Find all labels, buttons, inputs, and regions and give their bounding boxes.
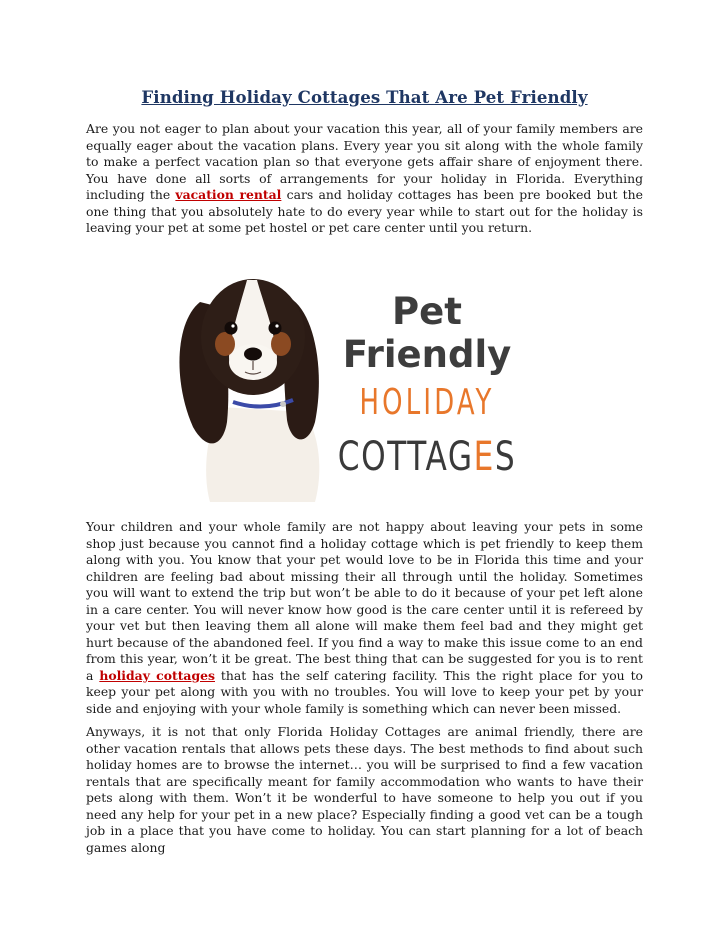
holiday-cottages-link[interactable]: holiday cottages bbox=[99, 667, 215, 683]
paragraph-family bbox=[86, 519, 643, 718]
logo-line-pet: Pet bbox=[392, 290, 462, 333]
paragraph-intro bbox=[86, 121, 643, 237]
logo-text bbox=[338, 290, 516, 480]
dog-illustration bbox=[179, 279, 319, 502]
logo-line-cottages: COTTAGES bbox=[337, 434, 517, 481]
logo-line-friendly: Friendly bbox=[342, 333, 512, 376]
paragraph-intro-text-before: Are you not eager to plan about your vacation this year, all of your family members are equally eager about the vacation plans. Every year you sit along with the whole family to make a perfect vacation plan so that everyone gets affair share of enjoyment there. You have done all sorts of arrangements for your holiday in Florida. Everything including the bbox=[86, 121, 643, 203]
paragraph-vacation-rentals: Anyways, it is not that only Florida Holiday Cottages are animal friendly, there are other vacation rentals that allows pets these days. The best methods to find about such holiday homes are to browse the internet… you will be surprised to find a few vacation rentals that are specifically meant for family accommodation who wants to have their pets along with them. Won’t it be wonderful to have someone to help you out if you need any help for your pet in a new place? Especially finding a good vet can be a tough job in a place that you have come to holiday. You can start planning for a lot of beach games along bbox=[86, 724, 643, 855]
pet-friendly-cottages-image bbox=[165, 262, 575, 502]
paragraph-family-text-after: that has the self catering facility. This the right place for you to keep your pet along with you with no troubles. You will love to keep your pet by your side and enjoying with your whole family is something which can never been missed. bbox=[86, 667, 644, 717]
paragraph-family-text-before: Your children and your whole family are not happy about leaving your pets in some shop just because you cannot find a holiday cottage which is pet friendly to keep them along with you. You know that your pet would love to be in Florida this time and your children are feeling bad about missing their all through until the holiday. Sometimes you will want to extend the trip but won’t be able to do it because of your pet left alone in a care center. You will never know how good is the care center until it is refereed by your vet but then leaving them all alone will make them feel bad and they might get hurt because of the abandoned feel. If you find a way to make this issue come to an end from this year, won’t it be great. The best thing that can be suggested for you is to rent a bbox=[86, 519, 643, 683]
vacation-rental-link[interactable]: vacation rental bbox=[175, 187, 282, 203]
document-title: Finding Holiday Cottages That Are Pet Friendly bbox=[141, 87, 588, 107]
logo-line-holiday: HOLIDAY bbox=[359, 380, 495, 423]
paragraph-intro-text-after: cars and holiday cottages has been pre booked but the one thing that you absolutely hate to do every year while to start out for the holiday is leaving your pet at some pet hostel or pet care center until you return. bbox=[86, 187, 643, 236]
